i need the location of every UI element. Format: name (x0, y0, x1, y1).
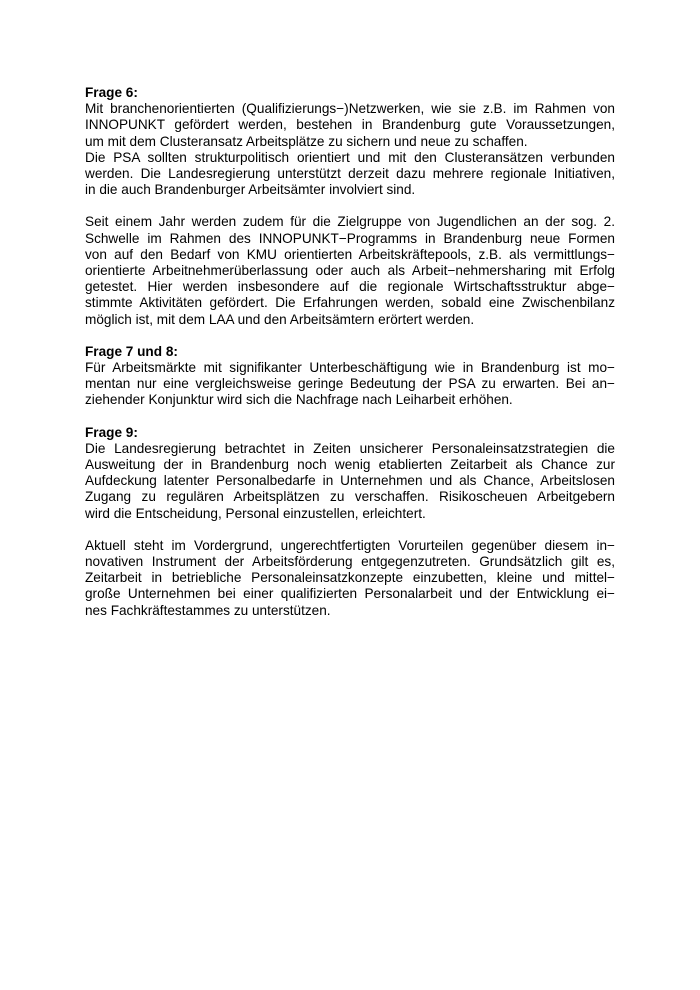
text-line: Mit branchenorientierten (Qualifizierungs−)Netzwerken, wie sie z.B. im Rahmen von (85, 101, 615, 117)
text-line: Seit einem Jahr werden zudem für die Zielgruppe von Jugendlichen an der sog. 2. (85, 214, 615, 230)
text-line: orientierte Arbeitnehmerüberlassung oder auch als Arbeit−nehmersharing mit Erfolg (85, 263, 615, 279)
section-heading: Frage 6: (85, 85, 138, 100)
text-line: Schwelle im Rahmen des INNOPUNKT−Programms in Brandenburg neue Formen (85, 230, 615, 246)
section-heading: Frage 9: (85, 424, 138, 440)
document-page (85, 85, 615, 635)
paragraph (85, 150, 615, 199)
text-line: Für Arbeitsmärkte mit signifikanter Unterbeschäftigung wie in Brandenburg ist mo− (85, 360, 615, 376)
text-line: von auf den Bedarf von KMU orientierten Arbeitskräftepools, z.B. als vermittlungs− (85, 246, 615, 262)
text-line: ziehender Konjunktur wird sich die Nachfrage nach Leiharbeit erhöhen. (85, 392, 513, 408)
text-line: werden. Die Landesregierung unterstützt derzeit dazu mehrere regionale Initiativen, (85, 166, 615, 182)
text-line: große Unternehmen bei einer qualifizierten Personalarbeit und der Entwicklung ei− (85, 586, 615, 602)
section-frage-9 (85, 425, 615, 619)
text-line: wird die Entscheidung, Personal einzustellen, erleichtert. (85, 505, 426, 521)
paragraph (85, 214, 615, 327)
paragraph (85, 441, 615, 522)
text-line: stimmte Aktivitäten gefördert. Die Erfahrungen werden, sobald eine Zwischenbilanz (85, 295, 615, 311)
text-line: Ausweitung der in Brandenburg noch wenig etablierten Zeitarbeit als Chance zur (85, 457, 615, 473)
text-line: Aktuell steht im Vordergrund, ungerechtfertigten Vorurteilen gegenüber diesem in− (85, 537, 615, 553)
section-frage-7-und-8 (85, 344, 615, 409)
text-line: in die auch Brandenburger Arbeitsämter involviert sind. (85, 182, 416, 198)
text-line: möglich ist, mit dem LAA und den Arbeitsämtern erörtert werden. (85, 311, 475, 327)
text-line: mentan nur eine vergleichsweise geringe Bedeutung der PSA zu erwarten. Bei an− (85, 376, 615, 392)
paragraph (85, 360, 615, 409)
text-line: INNOPUNKT gefördert werden, bestehen in Brandenburg gute Voraussetzungen, (85, 117, 615, 133)
section-heading: Frage 7 und 8: (85, 343, 178, 359)
paragraph (85, 101, 615, 150)
text-line: nes Fachkräftestammes zu unterstützen. (85, 602, 331, 618)
section-frage-6 (85, 85, 615, 328)
text-line: Die Landesregierung betrachtet in Zeiten unsicherer Personaleinsatzstrategien die (85, 440, 615, 456)
text-line: Aufdeckung latenter Personalbedarfe in Unternehmen und als Chance, Arbeitslosen (85, 473, 615, 489)
text-line: Die PSA sollten strukturpolitisch orientiert und mit den Clusteransätzen verbunden (85, 149, 615, 165)
paragraph (85, 538, 615, 619)
text-line: um mit dem Clusteransatz Arbeitsplätze zu sichern und neue zu schaffen. (85, 133, 528, 149)
text-line: Zugang zu regulären Arbeitsplätzen zu verschaffen. Risikoscheuen Arbeitgebern (85, 489, 615, 505)
text-line: getestet. Hier werden insbesondere auf die regionale Wirtschaftsstruktur abge− (85, 279, 615, 295)
text-line: novativen Instrument der Arbeitsförderung entgegenzutreten. Grundsätzlich gilt es, (85, 554, 615, 570)
text-line: Zeitarbeit in betriebliche Personaleinsatzkonzepte einzubetten, kleine und mittel− (85, 570, 615, 586)
